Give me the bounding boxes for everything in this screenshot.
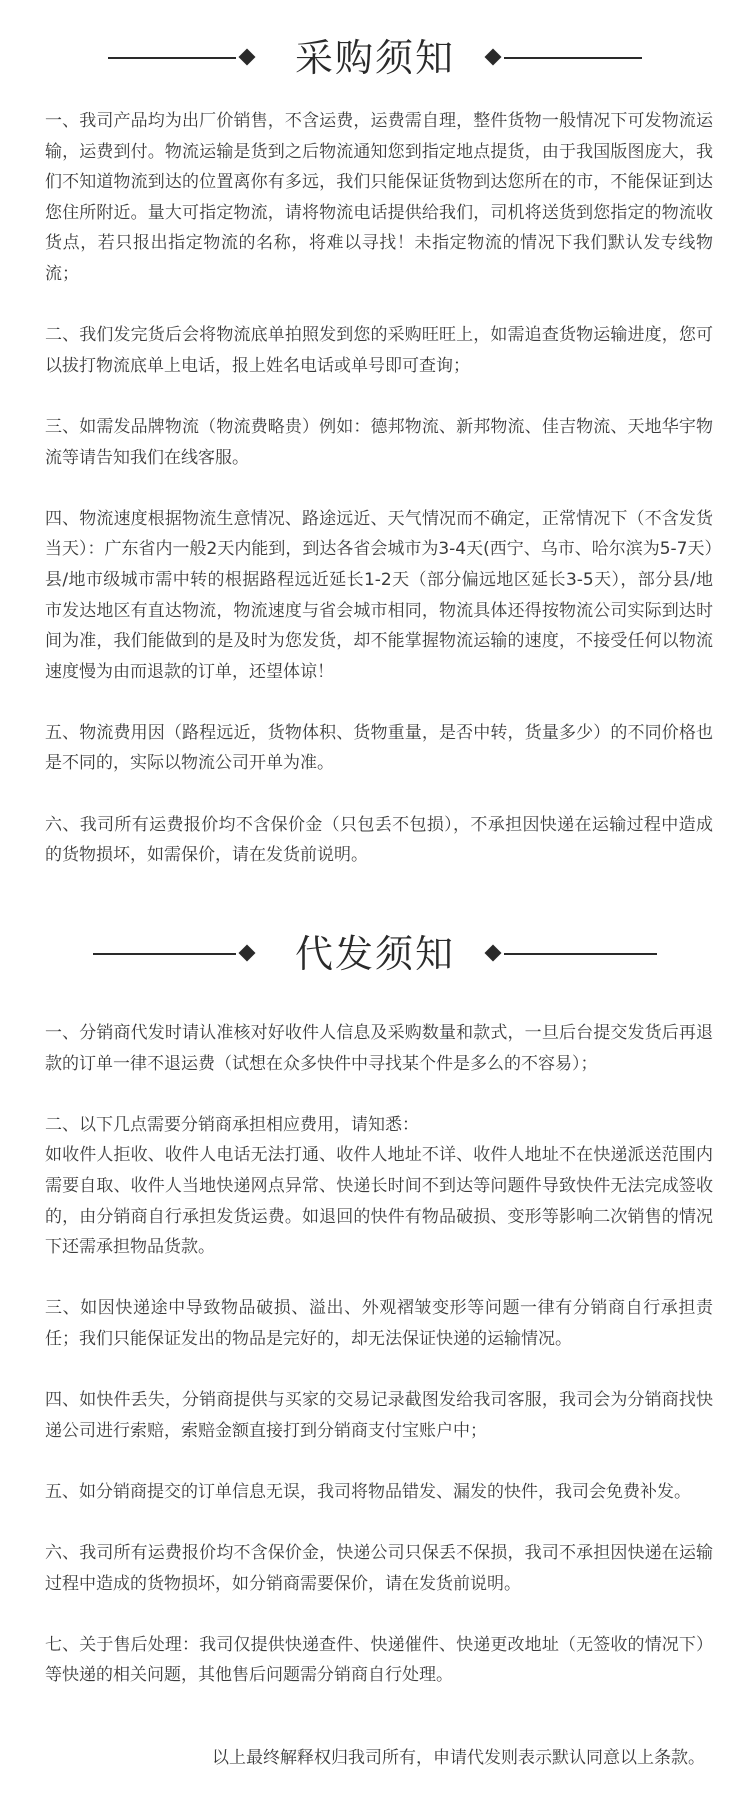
procurement-body <box>45 106 713 871</box>
dropship-item-5: 五、如分销商提交的订单信息无误，我司将物品错发、漏发的快件，我司会免费补发。 <box>45 1481 691 1502</box>
dropship-body <box>45 1018 713 1691</box>
header-left-rule <box>108 57 236 59</box>
dropship-item-2-detail: 如收件人拒收、收件人电话无法打通、收件人地址不详、收件人地址不在快递派送范围内需要自取、收件人当地快递网点异常、快递长时间不到达等问题件导致快件无法完成签收的，由分销商自行承担发货运费。如退回的快件有物品破损、变形等影响二次销售的情况下还需承担物品货款。 <box>45 1145 713 1258</box>
procurement-item-4: 四、物流速度根据物流生意情况、路途远近、天气情况而不确定，正常情况下（不含发货当天）：广东省内一般2天内能到，到达各省会城市为3-4天(西宁、乌市、哈尔滨为5-7天）县/地市级城市需中转的根据路程远近延长1-2天（部分偏远地区延长3-5天），部分县/地市发达地区有直达物流，物流速度与省会城市相同，物流具体还得按物流公司实际到达时间为准，我们能做到的是及时为您发货，却不能掌握物流运输的速度，不接受任何以物流速度慢为由而退款的订单，还望体谅！ <box>45 508 713 682</box>
dropship-item-6: 六、我司所有运费报价均不含保价金，快递公司只保丢不保损，我司不承担因快递在运输过程中造成的货物损坏，如分销商需要保价，请在发货前说明。 <box>45 1543 713 1594</box>
procurement-item-2: 二、我们发完货后会将物流底单拍照发到您的采购旺旺上，如需追查货物运输进度，您可以拔打物流底单上电话，报上姓名电话或单号即可查询； <box>45 325 713 376</box>
procurement-title: 采购须知 <box>294 36 455 80</box>
footer-note: 以上最终解释权归我司所有，申请代发则表示默认同意以上条款。 <box>212 1748 705 1768</box>
procurement-item-5: 五、物流费用因（路程远近，货物体积、货物重量，是否中转，货量多少）的不同价格也是不同的，实际以物流公司开单为准。 <box>45 722 713 774</box>
dropship-item-3: 三、如因快递途中导致物品破损、溢出、外观褶皱变形等问题一律有分销商自行承担责任；我们只能保证发出的物品是完好的，却无法保证快递的运输情况。 <box>45 1298 713 1349</box>
procurement-item-1: 一、我司产品均为出厂价销售，不含运费，运费需自理，整件货物一般情况下可发物流运输，运费到付。物流运输是货到之后物流通知您到指定地点提货，由于我国版图庞大，我们不知道物流到达的位置离你有多远，我们只能保证货物到达您所在的市，不能保证到达您住所附近。量大可指定物流，请将物流电话提供给我们，司机将送货到您指定的物流收货点，若只报出指定物流的名称，将难以寻找！未指定物流的情况下我们默认发专线物流； <box>45 111 713 284</box>
procurement-header <box>0 28 750 88</box>
header-left-rule <box>93 953 236 955</box>
dropship-header <box>0 924 750 984</box>
dropship-item-4: 四、如快件丢失，分销商提供与买家的交易记录截图发给我司客服，我司会为分销商找快递公司进行索赔，索赔金额直接打到分销商支付宝账户中； <box>45 1390 713 1441</box>
procurement-item-3: 三、如需发品牌物流（物流费略贵）例如：德邦物流、新邦物流、佳吉物流、天地华宇物流等请告知我们在线客服。 <box>45 416 713 468</box>
header-right-rule <box>504 953 657 955</box>
dropship-item-7: 七、关于售后处理：我司仅提供快递查件、快递催件、快递更改地址（无签收的情况下）等快递的相关问题，其他售后问题需分销商自行处理。 <box>45 1634 713 1686</box>
procurement-item-6: 六、我司所有运费报价均不含保价金（只包丢不包损），不承担因快递在运输过程中造成的货物损坏，如需保价，请在发货前说明。 <box>45 814 713 866</box>
dropship-title: 代发须知 <box>294 932 455 976</box>
header-left-diamond-icon <box>239 945 256 962</box>
header-right-rule <box>504 57 642 59</box>
header-left-diamond-icon <box>239 49 256 66</box>
dropship-item-1: 一、分销商代发时请认准核对好收件人信息及采购数量和款式，一旦后台提交发货后再退款的订单一律不退运费（试想在众多快件中寻找某个件是多么的不容易）； <box>45 1023 713 1074</box>
dropship-item-2: 二、以下几点需要分销商承担相应费用，请知悉： <box>45 1114 419 1135</box>
